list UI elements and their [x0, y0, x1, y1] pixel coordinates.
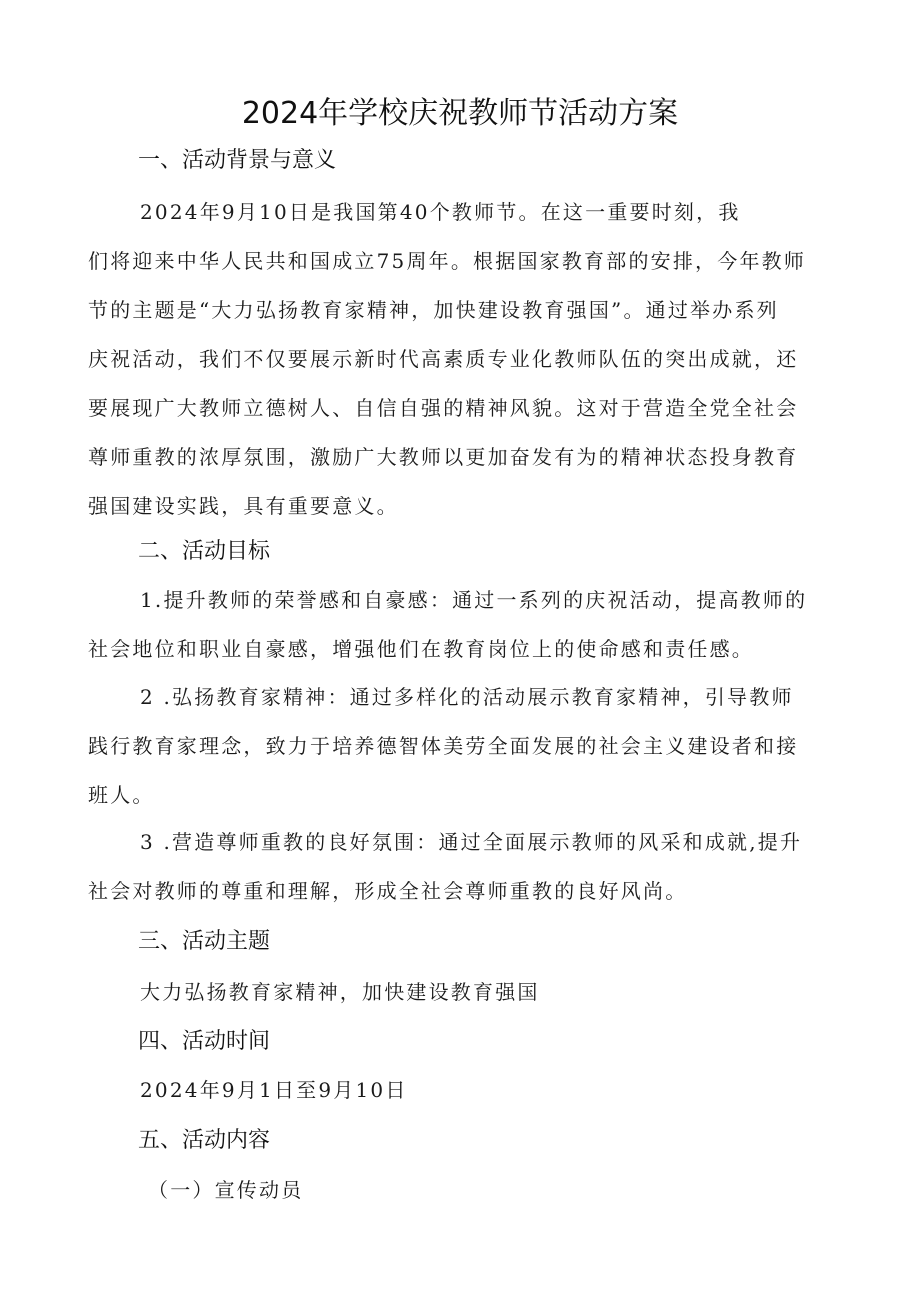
section-heading-goals: 二、活动目标	[138, 539, 271, 564]
goal-item-1	[88, 576, 832, 674]
paragraph-line: 要展现广大教师立德树人、自信自强的精神风貌。这对于营造全党全社会	[88, 396, 799, 420]
paragraph-line: 3 .营造尊师重教的良好氛围：通过全面展示教师的风采和成就,提升	[140, 830, 803, 854]
paragraph-line: 庆祝活动，我们不仅要展示新时代高素质专业化教师队伍的突出成就，还	[88, 347, 799, 371]
paragraph-line: 1.提升教师的荣誉感和自豪感：通过一系列的庆祝活动，提高教师的	[140, 588, 808, 612]
paragraph-line: 节的主题是“大力弘扬教育家精神，加快建设教育强国”。通过举办系列	[88, 298, 779, 322]
paragraph-line: 强国建设实践，具有重要意义。	[88, 494, 399, 518]
goal-item-3	[88, 818, 832, 916]
goal-item-2	[88, 673, 832, 820]
paragraph-line: 们将迎来中华人民共和国成立75周年。根据国家教育部的安排，今年教师	[88, 249, 807, 273]
section-paragraph-background	[88, 188, 832, 531]
paragraph-line: 2 .弘扬教育家精神：通过多样化的活动展示教育家精神，引导教师	[140, 685, 794, 709]
paragraph-line: 践行教育家理念，致力于培养德智体美劳全面发展的社会主义建设者和接	[88, 734, 799, 758]
section-heading-time: 四、活动时间	[138, 1029, 271, 1054]
subsection-heading-publicity: （一）宣传动员	[148, 1178, 304, 1202]
section-heading-background: 一、活动背景与意义	[138, 148, 337, 173]
section-heading-content: 五、活动内容	[138, 1128, 271, 1153]
document-title: 2024年学校庆祝教师节活动方案	[241, 96, 679, 131]
paragraph-line: 班人。	[88, 783, 155, 807]
paragraph-line: 社会地位和职业自豪感，增强他们在教育岗位上的使命感和责任感。	[88, 637, 754, 661]
paragraph-line: 2024年9月10日是我国第40个教师节。在这一重要时刻，我	[140, 200, 741, 224]
paragraph-line: 尊师重教的浓厚氛围，激励广大教师以更加奋发有为的精神状态投身教育	[88, 445, 799, 469]
section-heading-theme: 三、活动主题	[138, 929, 271, 954]
paragraph-line: 社会对教师的尊重和理解，形成全社会尊师重教的良好风尚。	[88, 879, 688, 903]
theme-text: 大力弘扬教育家精神，加快建设教育强国	[140, 980, 540, 1004]
time-text: 2024年9月1日至9月10日	[140, 1078, 408, 1102]
